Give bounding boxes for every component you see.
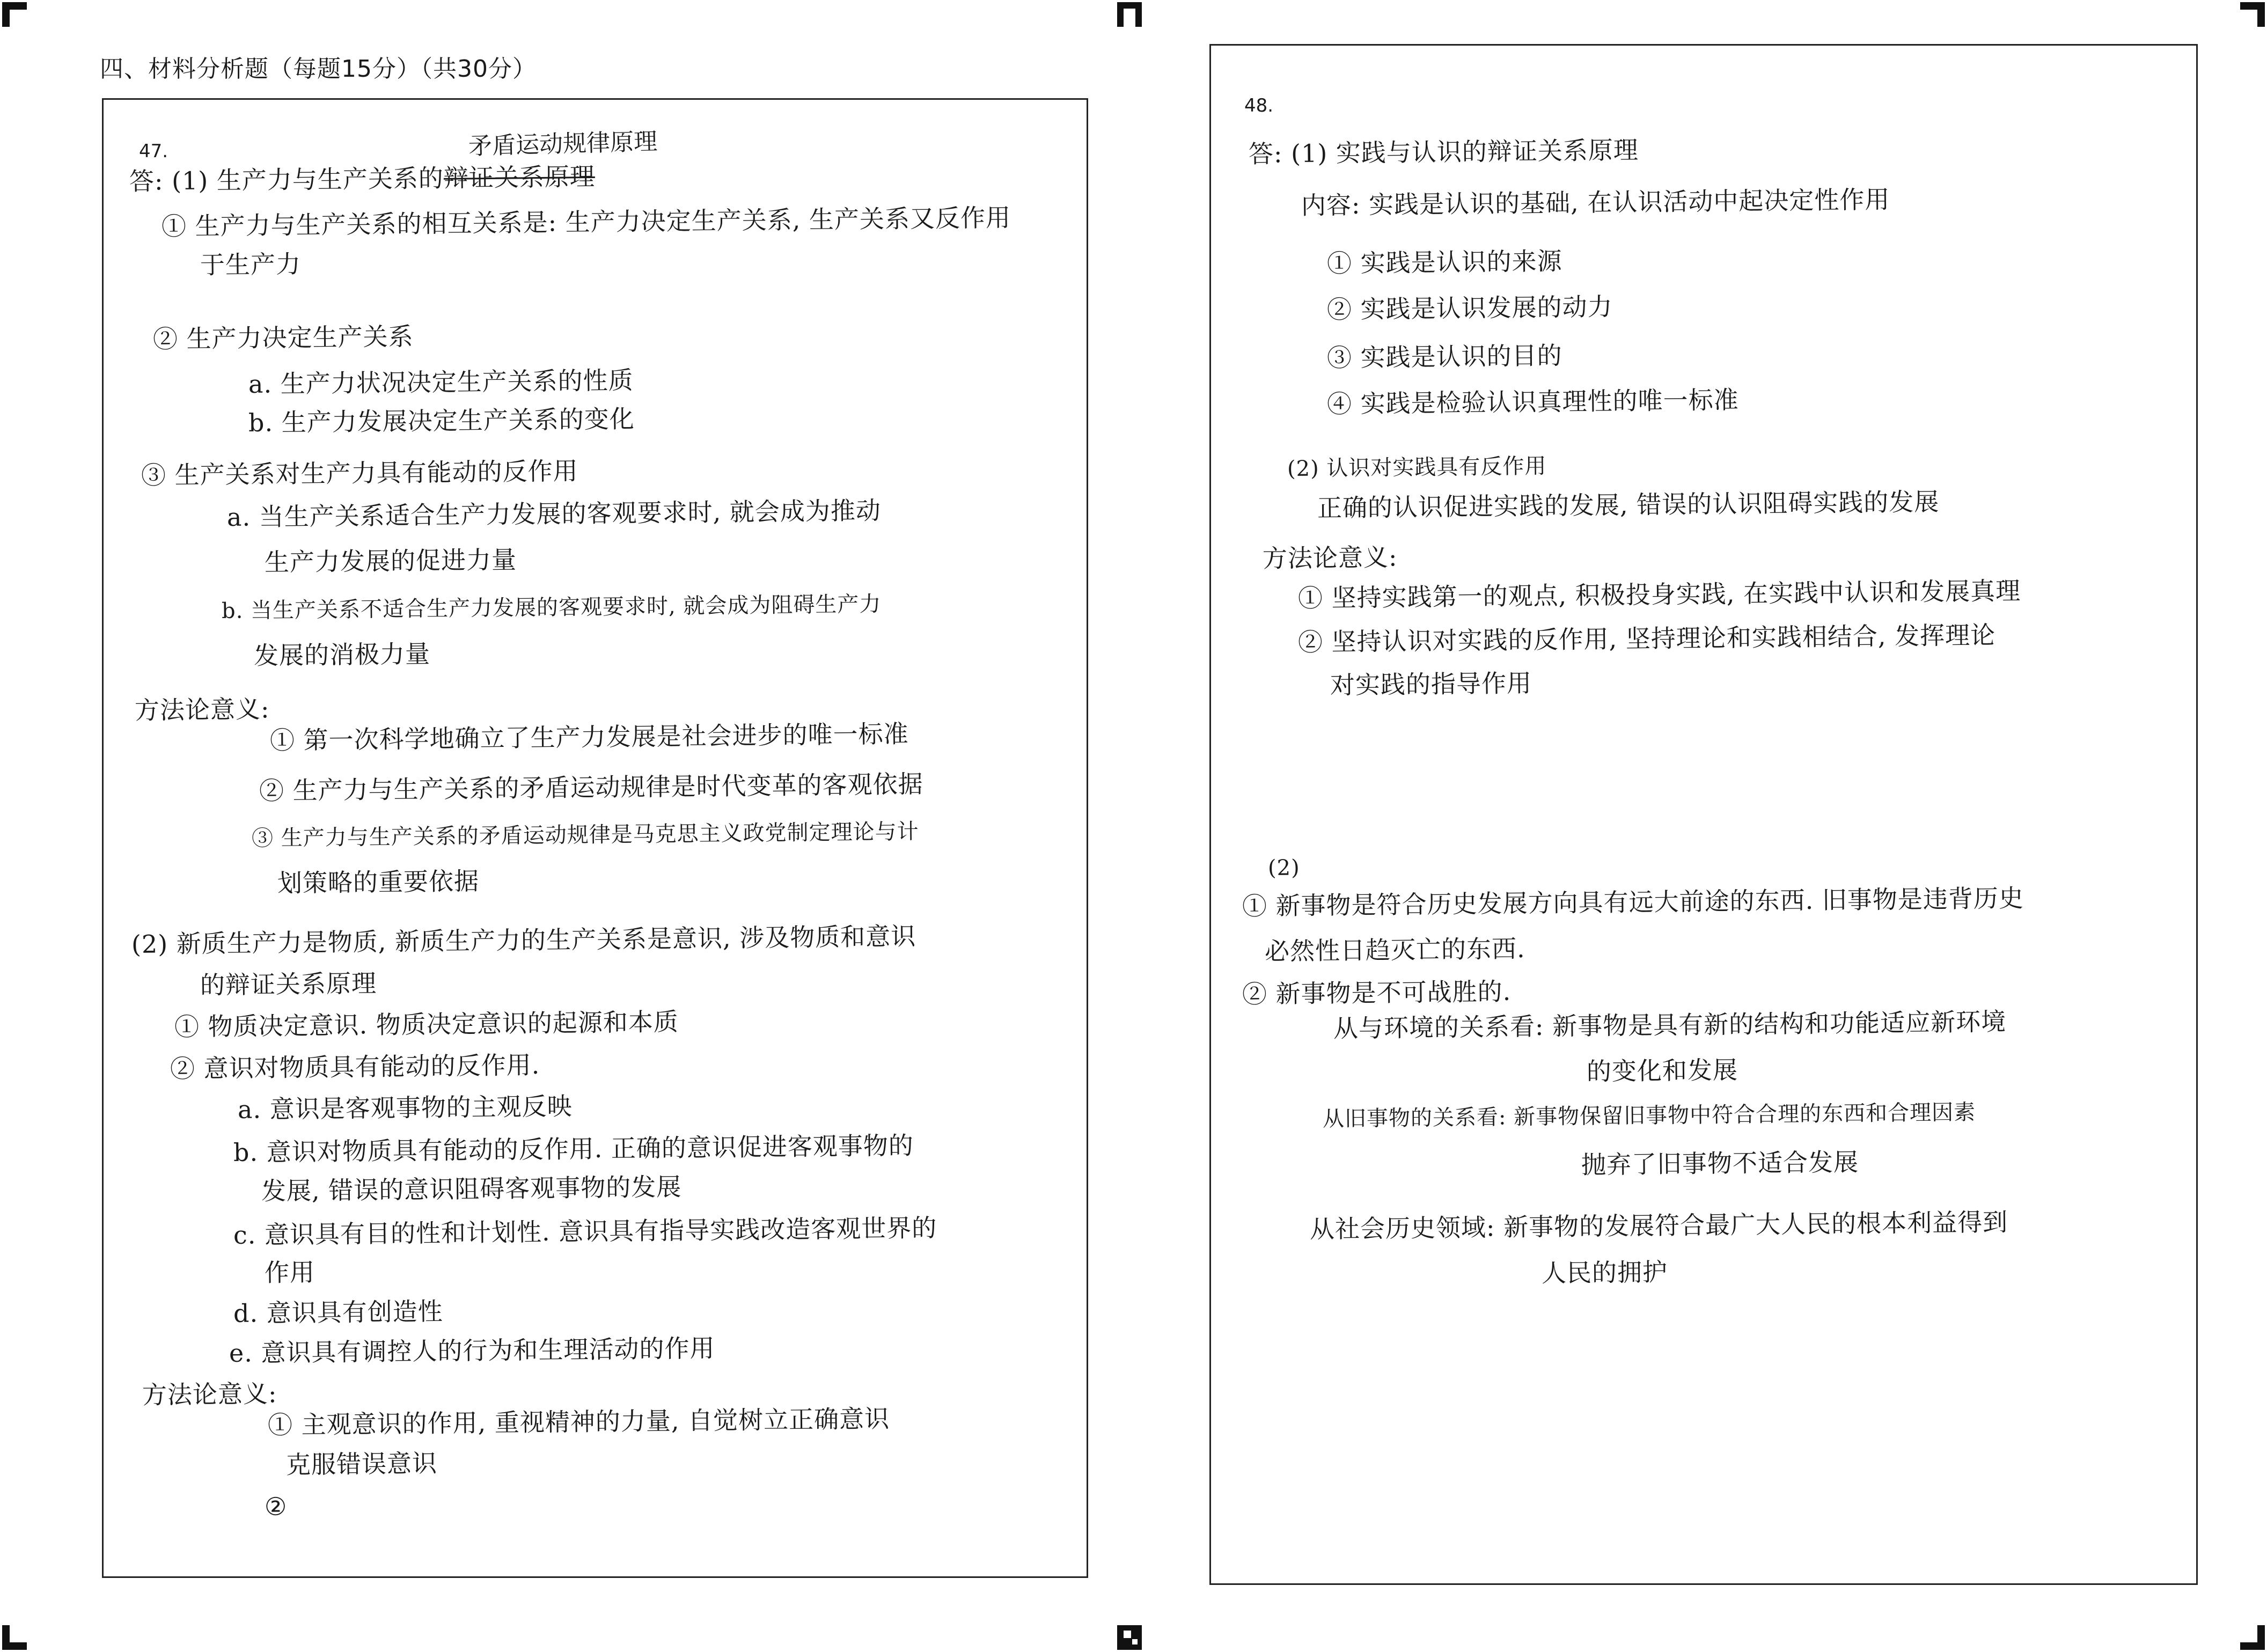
answer-line: 对实践的指导作用	[1330, 669, 1532, 700]
answer-line: (2) 认识对实践具有反作用	[1287, 453, 1547, 481]
answer-line: 的变化和发展	[1586, 1055, 1738, 1086]
answer-line: 答: (1) 生产力与生产关系的辩证关系原理	[129, 161, 596, 196]
answer-line: ③ 生产力与生产关系的矛盾运动规律是马克思主义政党制定理论与计	[251, 819, 919, 851]
answer-line: ① 新事物是符合历史发展方向具有远大前途的东西. 旧事物是违背历史	[1242, 883, 2024, 921]
answer-line: ① 物质决定意识. 物质决定意识的起源和本质	[174, 1007, 679, 1041]
answer-line: d. 意识具有创造性	[233, 1296, 443, 1328]
answer-line: ②	[264, 1492, 288, 1521]
answer-line: 划策略的重要依据	[277, 867, 480, 898]
struck-out-text: 辩证关系原理	[443, 161, 596, 193]
answer-line: ② 新事物是不可战胜的.	[1242, 976, 1512, 1009]
answer-line: ① 主观意识的作用, 重视精神的力量, 自觉树立正确意识	[267, 1404, 890, 1440]
answer-line: 方法论意义:	[142, 1379, 277, 1409]
answer-line: ② 意识对物质具有能动的反作用.	[170, 1050, 540, 1083]
registration-mark-bottom-center	[1117, 1625, 1142, 1650]
answer-line: ④ 实践是检验认识真理性的唯一标准	[1326, 385, 1739, 418]
registration-mark-top-right	[2240, 2, 2265, 27]
answer-line: 内容: 实践是认识的基础, 在认识活动中起决定性作用	[1301, 185, 1890, 220]
answer-line: ② 生产力决定生产关系	[152, 321, 414, 354]
answer-line: a. 当生产关系适合生产力发展的客观要求时, 就会成为推动	[226, 496, 882, 532]
answer-line: 生产力发展的促进力量	[264, 545, 517, 577]
answer-line: 从旧事物的关系看: 新事物保留旧事物中符合合理的东西和合理因素	[1322, 1100, 1976, 1132]
answer-line: 从与环境的关系看: 新事物是具有新的结构和功能适应新环境	[1333, 1007, 2007, 1043]
answer-box-q48	[1209, 44, 2198, 1585]
answer-line: 人民的拥护	[1541, 1257, 1668, 1288]
answer-line: (2)	[1267, 855, 1300, 880]
answer-line: 发展, 错误的意识阻碍客观事物的发展	[261, 1172, 682, 1206]
answer-line: 克服错误意识	[285, 1449, 438, 1479]
registration-mark-bottom-left	[2, 1625, 27, 1650]
answer-line: ③ 实践是认识的目的	[1326, 341, 1562, 372]
answer-line: ① 坚持实践第一的观点, 积极投身实践, 在实践中认识和发展真理	[1297, 576, 2021, 613]
answer-line: a. 生产力状况决定生产关系的性质	[248, 365, 634, 399]
answer-line: 答: (1) 实践与认识的辩证关系原理	[1248, 135, 1639, 168]
answer-line: ② 生产力与生产关系的矛盾运动规律是时代变革的客观依据	[259, 769, 923, 805]
answer-line: 的辩证关系原理	[200, 968, 377, 1000]
registration-mark-bottom-right	[2240, 1625, 2265, 1650]
answer-line: ① 生产力与生产关系的相互关系是: 生产力决定生产关系, 生产关系又反作用	[161, 203, 1011, 241]
section-title: 四、材料分析题（每题15分）（共30分）	[100, 55, 537, 83]
answer-line: b. 当生产关系不适合生产力发展的客观要求时, 就会成为阻碍生产力	[221, 592, 882, 623]
answer-line: c. 意识具有目的性和计划性. 意识具有指导实践改造客观世界的	[233, 1213, 937, 1250]
answer-box-q47	[102, 98, 1088, 1578]
answer-line: ② 实践是认识发展的动力	[1326, 292, 1613, 324]
answer-line: b. 生产力发展决定生产关系的变化	[248, 404, 635, 437]
answer-line: b. 意识对物质具有能动的反作用. 正确的意识促进客观事物的	[233, 1130, 914, 1167]
answer-line: a. 意识是客观事物的主观反映	[237, 1091, 573, 1124]
handwritten-annotation: 矛盾运动规律原理	[468, 128, 658, 160]
answer-line: ① 第一次科学地确立了生产力发展是社会进步的唯一标准	[269, 719, 909, 755]
answer-line: 抛弃了旧事物不适合发展	[1581, 1147, 1859, 1179]
answer-line: ① 实践是认识的来源	[1326, 246, 1562, 278]
answer-line: (2) 新质生产力是物质, 新质生产力的生产关系是意识, 涉及物质和意识	[131, 921, 916, 959]
answer-line: 方法论意义:	[1262, 542, 1398, 573]
answer-line: e. 意识具有调控人的行为和生理活动的作用	[229, 1333, 715, 1368]
question-number-47: 47.	[139, 141, 168, 162]
answer-line: 正确的认识促进实践的发展, 错误的认识阻碍实践的发展	[1317, 487, 1940, 523]
registration-mark-top-left	[2, 2, 27, 27]
answer-line: 于生产力	[200, 249, 302, 280]
answer-line: 方法论意义:	[134, 694, 270, 725]
answer-line: ② 坚持认识对实践的反作用, 坚持理论和实践相结合, 发挥理论	[1297, 620, 1996, 657]
answer-line: ③ 生产关系对生产力具有能动的反作用	[141, 456, 578, 490]
registration-mark-top-center	[1117, 2, 1142, 27]
question-number-48: 48.	[1244, 95, 1274, 116]
answer-line: 发展的消极力量	[253, 639, 431, 670]
answer-line: 从社会历史领域: 新事物的发展符合最广大人民的根本利益得到	[1309, 1207, 2008, 1244]
answer-line: 必然性日趋灭亡的东西.	[1264, 934, 1525, 966]
answer-line: 作用	[264, 1258, 316, 1287]
